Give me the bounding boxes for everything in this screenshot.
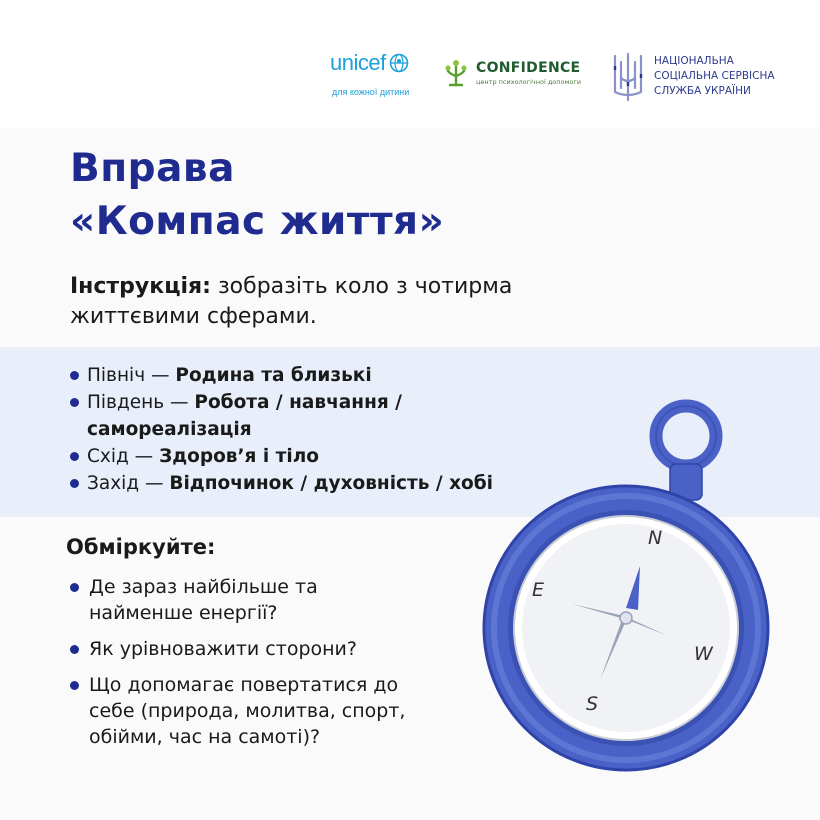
title-line-1: Вправа [70, 146, 235, 191]
bullet-dot-icon [70, 398, 79, 407]
unicef-wordmark: unicef [330, 50, 386, 75]
question-text: Що допомагає повертатися до себе (природа, молитва, спорт, обійми, час на самоті)? [89, 674, 406, 748]
list-item [70, 362, 590, 389]
bullet-dot-icon [70, 645, 79, 654]
list-item [70, 672, 470, 750]
sphere-area: Робота / навчання / самореалізація [87, 392, 402, 440]
bullet-dot-icon [70, 452, 79, 461]
unicef-tagline: для кожної дитини [332, 87, 410, 97]
sphere-area: Родина та близькі [175, 365, 372, 386]
sphere-area: Здоров’я і тіло [159, 446, 319, 467]
question-text: Як урівноважити сторони? [89, 638, 357, 660]
nssu-line-1: НАЦІОНАЛЬНА [654, 55, 734, 67]
confidence-wordmark: CONFIDENCE [476, 60, 581, 76]
unicef-globe-icon [389, 53, 409, 73]
list-item [70, 636, 470, 662]
nssu-line-3: СЛУЖБА УКРАЇНИ [654, 85, 751, 97]
instruction-label: Інструкція: [70, 274, 211, 299]
confidence-logo [442, 58, 581, 88]
compass-s-label: S [586, 693, 599, 715]
page-title [70, 142, 444, 248]
sphere-direction: Захід — [87, 473, 170, 494]
compass-illustration [478, 398, 790, 782]
confidence-sprout-icon [442, 58, 470, 88]
confidence-tagline: центр психологічної допомоги [476, 78, 582, 86]
nssu-line-2: СОЦІАЛЬНА СЕРВІСНА [654, 70, 775, 82]
reflect-heading: Обміркуйте: [66, 535, 216, 559]
nssu-logo [612, 52, 775, 104]
compass-pivot [620, 612, 632, 624]
bullet-dot-icon [70, 681, 79, 690]
trident-emblem-icon [612, 52, 644, 104]
bullet-dot-icon [70, 479, 79, 488]
compass-w-label: W [694, 643, 713, 665]
instruction-text: зобразіть коло з чотирма життєвими сферами. [70, 274, 513, 329]
instruction [70, 272, 630, 332]
sphere-area: Відпочинок / духовність / хобі [169, 473, 493, 494]
questions-list [70, 574, 470, 760]
question-text: Де зараз найбільше та найменше енергії? [89, 576, 318, 624]
sphere-direction: Південь — [87, 392, 195, 413]
compass-e-label: E [532, 579, 545, 601]
unicef-logo [330, 50, 430, 97]
sphere-direction: Північ — [87, 365, 176, 386]
bullet-dot-icon [70, 583, 79, 592]
sphere-direction: Схід — [87, 446, 160, 467]
title-line-2: «Компас життя» [70, 199, 445, 244]
compass-n-label: N [648, 527, 663, 549]
list-item [70, 574, 470, 626]
bullet-dot-icon [70, 371, 79, 380]
